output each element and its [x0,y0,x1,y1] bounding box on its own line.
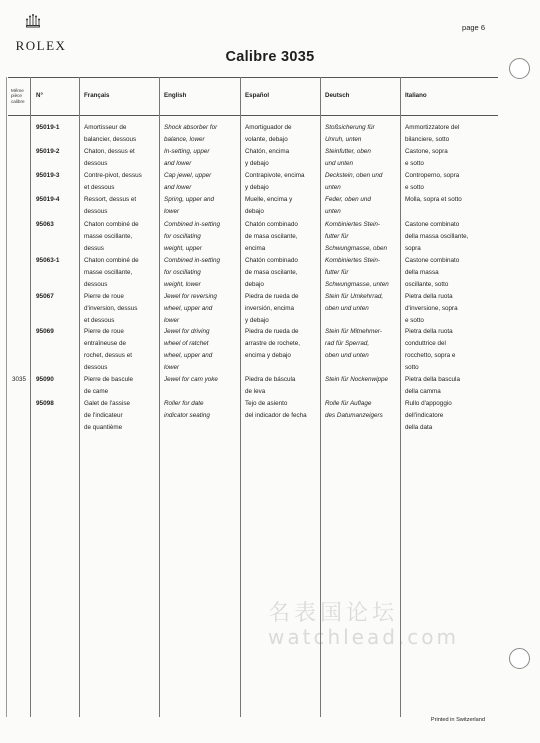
page-number: page 6 [462,23,485,32]
part-number: 95019-2 [36,148,60,155]
desc-german: Feder, oben und unten [325,196,371,215]
part-number: 95019-1 [36,124,60,131]
desc-spanish: Chatón combinado de masa oscilante, encima [245,221,298,252]
same-part-ref: 3035 [12,376,27,383]
desc-spanish: Chatón combinado de masa oscilante, debajo [245,257,298,288]
desc-italian: Molla, sopra et sotto [405,196,462,203]
footer-printed: Printed in Switzerland [430,717,485,723]
desc-italian: Pietra della ruota conduttrice del rocchetto, sopra e sotto [405,328,456,371]
watermark [268,596,459,649]
watermark-line-1: 名表国论坛 [268,601,399,626]
binder-hole-bottom [509,648,530,669]
desc-italian: Castone combinato della massa oscillante, sotto [405,257,460,288]
desc-spanish: Tejo de asiento del indicador de fecha [245,400,307,419]
column-divider [159,77,160,717]
crown-icon [25,14,41,28]
watermark-line-2: watchlead.com [268,625,460,649]
desc-spanish: Contrapivote, encima y debajo [245,172,305,191]
header-number: N° [36,92,43,99]
rolex-logo: ROLEX [15,38,67,53]
desc-italian: Rullo d'appoggio dell'indicatore della data [405,400,452,431]
header-french: Français [84,92,110,99]
desc-french: Amortisseur de balancier, dessous [84,124,137,143]
desc-english: Cap jewel, upper and lower [164,172,212,191]
part-number: 95098 [36,400,54,407]
desc-german: Rolle für Auflage des Datumanzeigers [325,400,383,419]
desc-spanish: Piedra de báscula de leva [245,376,296,395]
column-divider [30,77,31,717]
desc-italian: Controperno, sopra e sotto [405,172,460,191]
desc-german: Stein für Mitnehmer- rad für Sperrad, oben und unten [325,328,382,359]
desc-english: In-setting, upper and lower [164,148,210,167]
desc-spanish: Muelle, encima y debajo [245,196,293,215]
desc-french: Chaton combiné de masse oscillante, dessus [84,221,139,252]
desc-french: Contre-pivot, dessus et dessous [84,172,142,191]
desc-english: Combined in-setting for oscillating weight, lower [164,257,221,288]
desc-spanish: Chatón, encima y debajo [245,148,290,167]
desc-english: Jewel for cam yoke [164,376,218,383]
desc-english: Spring, upper and lower [164,196,215,215]
binder-hole-top [509,58,530,79]
desc-italian: Ammortizzatore del bilanciere, sotto [405,124,460,143]
header-italian: Italiano [405,92,427,99]
desc-english: Roller for date indicator seating [164,400,210,419]
desc-german: Steinfutter, oben und unten [325,148,371,167]
column-divider [79,77,80,717]
desc-german: Deckstein, oben und unten [325,172,383,191]
desc-english: Shock absorber for balance, lower [164,124,218,143]
part-number: 95019-3 [36,172,60,179]
desc-english: Combined in-setting for oscillating weight, upper [164,221,221,252]
desc-french: Galet de l'assise de l'indicateur de quantième [84,400,131,431]
desc-german: Stein für Nockenwippe [325,376,389,383]
desc-french: Chaton combiné de masse oscillante, dessous [84,257,139,288]
part-number: 95019-4 [36,196,60,203]
desc-french: Ressort, dessus et dessous [84,196,137,215]
desc-italian: Castone combinato della massa oscillante, sopra [405,221,469,252]
table-top-rule [8,77,498,78]
header-english: English [164,92,187,99]
column-divider [240,77,241,717]
desc-spanish: Piedra de rueda de arrastre de rochete, encima y debajo [245,328,300,359]
header-same-part: Même pièce calibre [11,88,25,104]
desc-english: Jewel for driving wheel of ratchet wheel, upper and lower [164,328,213,371]
desc-french: Pierre de roue d'inversion, dessus et dessous [84,293,138,324]
desc-italian: Castone, sopra e sotto [405,148,448,167]
desc-german: Stein für Umkehrrad, oben und unten [325,293,384,312]
desc-english: Jewel for reversing wheel, upper and lower [164,293,217,324]
part-number: 95090 [36,376,54,383]
desc-italian: Pietra della ruota d'inversione, sopra e sotto [405,293,458,324]
page-title: Calibre 3035 [225,49,315,65]
desc-german: Stoßsicherung für Unruh, unten [325,124,375,143]
table-header-rule [8,115,498,116]
header-german: Deutsch [325,92,350,99]
desc-french: Chaton, dessus et dessous [84,148,135,167]
table-left-edge [6,77,7,717]
part-number: 95067 [36,293,54,300]
desc-french: Pierre de bascule de came [84,376,134,395]
part-number: 95069 [36,328,54,335]
part-number: 95063-1 [36,257,60,264]
part-number: 95063 [36,221,54,228]
desc-french: Pierre de roue entraîneuse de rochet, dessus et dessous [84,328,132,371]
desc-german: Kombiniertes Stein- futter für Schwungmasse, unten [325,257,389,288]
desc-spanish: Piedra de rueda de inversión, encima y debajo [245,293,299,324]
desc-german: Kombiniertes Stein- futter für Schwungmasse, oben [325,221,387,252]
desc-spanish: Amortiguador de volante, debajo [245,124,292,143]
header-spanish: Español [245,92,270,99]
desc-italian: Pietra della bascula della camma [405,376,460,395]
